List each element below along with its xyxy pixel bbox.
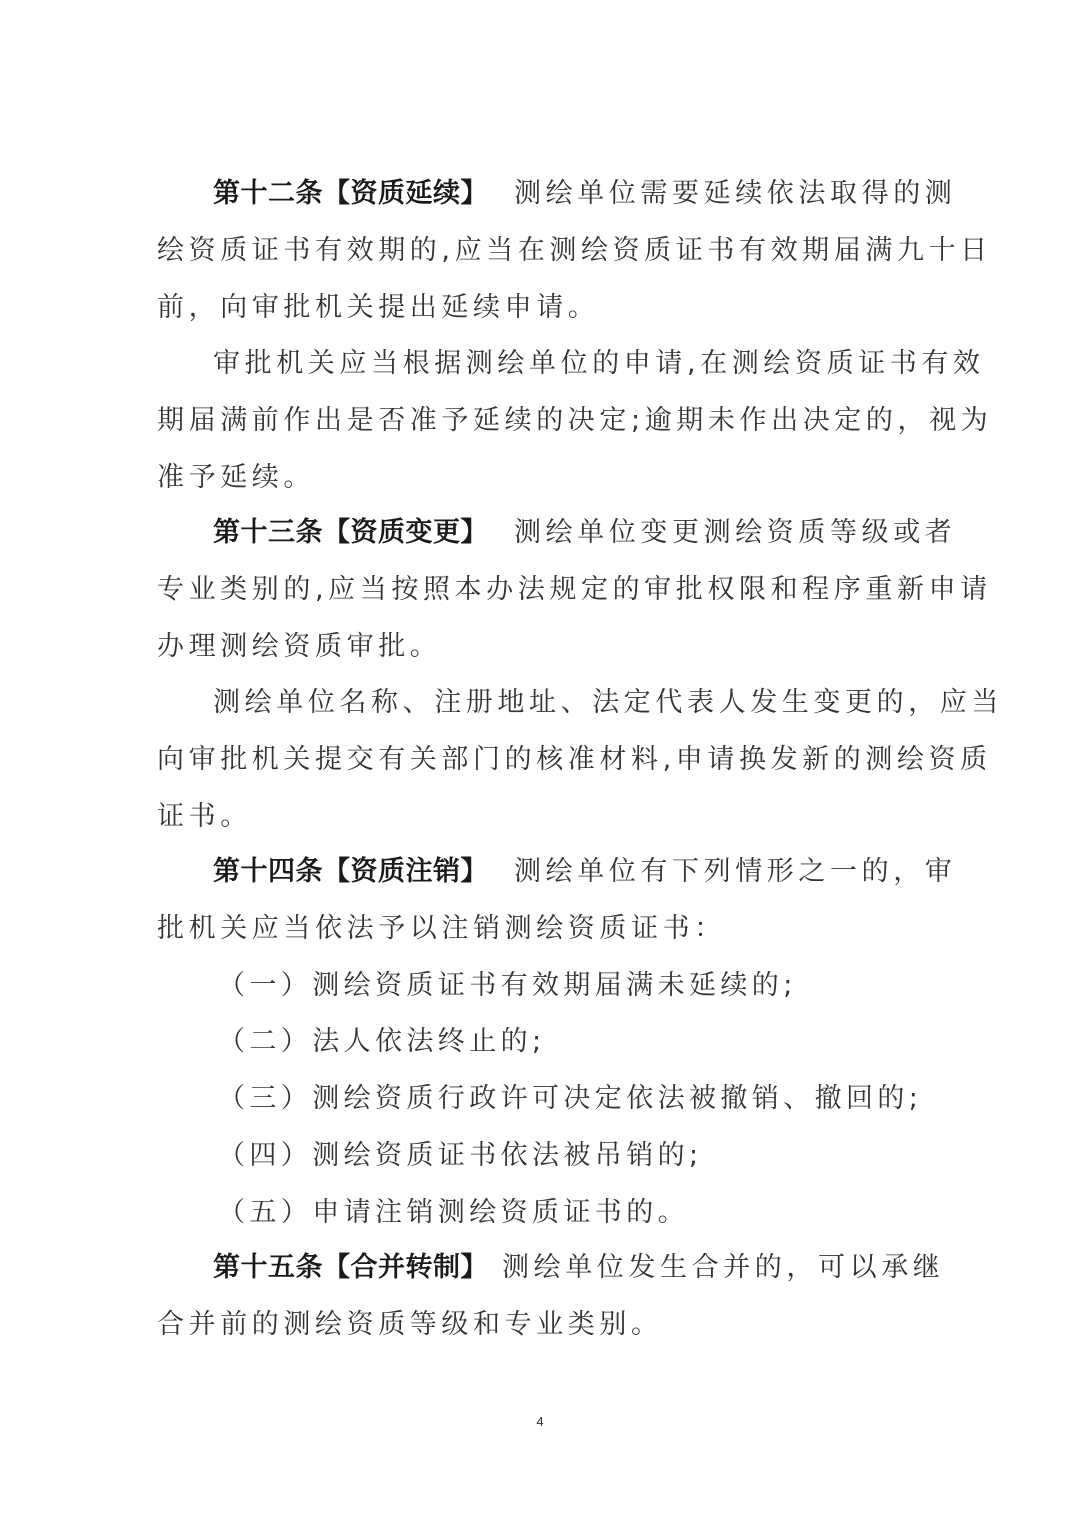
article-14-line-1 bbox=[213, 852, 957, 892]
article-13-line-1 bbox=[213, 513, 957, 553]
article-13-line-2: 专业类别的,应当按照本办法规定的审批权限和程序重新申请 bbox=[157, 574, 992, 605]
article-15-line-1 bbox=[213, 1248, 945, 1288]
article-15-heading: 第十五条【合并转制】 bbox=[213, 1252, 488, 1283]
article-13-p2-line-3: 证书。 bbox=[157, 801, 252, 832]
article-14-text: 测绘单位有下列情形之一的，审 bbox=[514, 856, 957, 887]
page-number: 4 bbox=[536, 1414, 544, 1429]
article-12-p2-line-3: 准予延续。 bbox=[157, 462, 315, 493]
article-15-text: 测绘单位发生合并的，可以承继 bbox=[502, 1252, 945, 1283]
article-12-heading: 第十二条【资质延续】 bbox=[213, 178, 488, 209]
article-14-item-1: （一）测绘资质证书有效期届满未延续的; bbox=[218, 970, 797, 1001]
article-14-item-3: （三）测绘资质行政许可决定依法被撤销、撤回的; bbox=[218, 1083, 923, 1114]
article-13-text: 测绘单位变更测绘资质等级或者 bbox=[514, 517, 957, 548]
article-14-heading: 第十四条【资质注销】 bbox=[213, 856, 488, 887]
article-12-line-2: 绘资质证书有效期的,应当在测绘资质证书有效期届满九十日 bbox=[157, 235, 992, 266]
article-13-p2-line-1: 测绘单位名称、注册地址、法定代表人发生变更的，应当 bbox=[213, 687, 1003, 718]
article-13-line-3: 办理测绘资质审批。 bbox=[157, 631, 442, 662]
article-12-line-1 bbox=[213, 174, 957, 214]
article-12-line-3: 前，向审批机关提出延续申请。 bbox=[157, 292, 600, 323]
article-13-heading: 第十三条【资质变更】 bbox=[213, 517, 488, 548]
article-14-line-2: 批机关应当依法予以注销测绘资质证书： bbox=[157, 913, 726, 944]
article-13-p2-line-2: 向审批机关提交有关部门的核准材料,申请换发新的测绘资质 bbox=[157, 744, 992, 775]
article-12-p2-line-2: 期届满前作出是否准予延续的决定;逾期未作出决定的，视为 bbox=[157, 405, 993, 436]
article-14-item-2: （二）法人依法终止的; bbox=[218, 1026, 546, 1057]
article-15-line-2: 合并前的测绘资质等级和专业类别。 bbox=[157, 1309, 663, 1340]
article-14-item-5: （五）申请注销测绘资质证书的。 bbox=[218, 1197, 689, 1228]
article-14-item-4: （四）测绘资质证书依法被吊销的; bbox=[218, 1140, 703, 1171]
article-12-p2-line-1: 审批机关应当根据测绘单位的申请,在测绘资质证书有效 bbox=[213, 348, 985, 379]
article-12-text: 测绘单位需要延续依法取得的测 bbox=[514, 178, 957, 209]
